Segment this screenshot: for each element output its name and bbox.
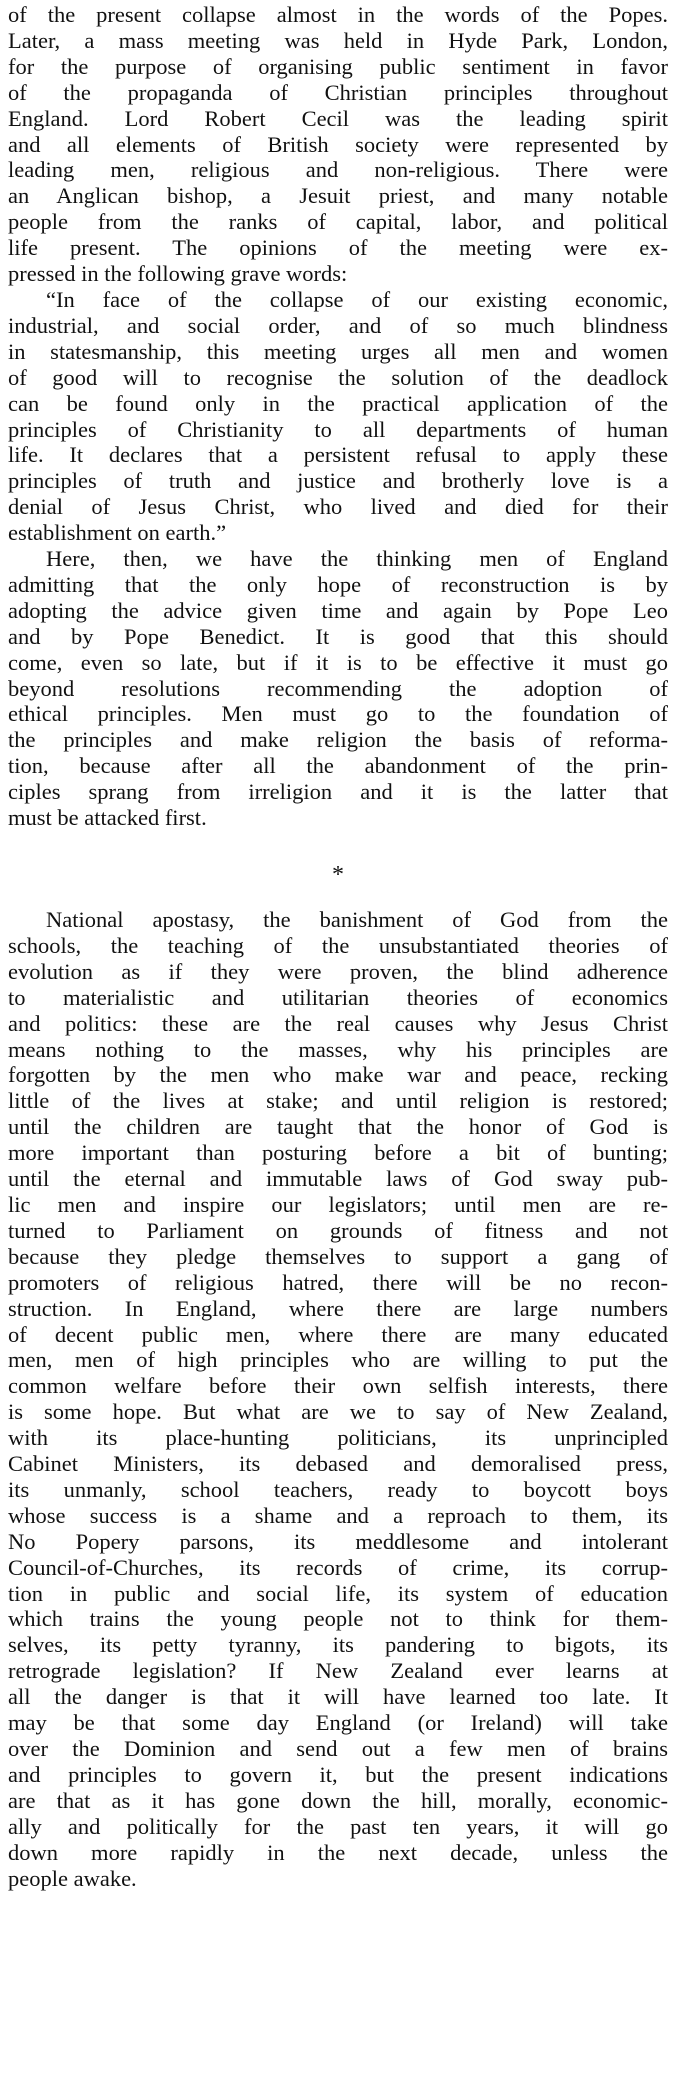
text-line: “In face of the collapse of our existing economic, — [46, 286, 668, 312]
text-line: until the eternal and immutable laws of God sway pub- — [8, 1166, 668, 1192]
text-line: principles of truth and justice and brotherly love is a — [8, 468, 668, 494]
text-line: men, men of high principles who are willing to put the — [8, 1347, 668, 1373]
text-line: admitting that the only hope of reconstruction is by — [8, 571, 668, 597]
text-line: people from the ranks of capital, labor, and political — [8, 209, 668, 235]
final-paragraph — [8, 907, 668, 1891]
text-line: and by Pope Benedict. It is good that this should — [8, 623, 668, 649]
text-line: tion, because after all the abandonment of the prin- — [8, 753, 668, 779]
text-line: more important than posturing before a bit of bunting; — [8, 1140, 668, 1166]
text-line: come, even so late, but if it is to be effective it must go — [8, 649, 668, 675]
text-line: England. Lord Robert Cecil was the leading spirit — [8, 105, 668, 131]
text-line: schools, the teaching of the unsubstantiated theories of — [8, 932, 668, 958]
text-line: tion in public and social life, its system of education — [8, 1580, 668, 1606]
text-line: ethical principles. Men must go to the foundation of — [8, 701, 668, 727]
text-line: Council-of-Churches, its records of crime, its corrup- — [8, 1554, 668, 1580]
text-line: in statesmanship, this meeting urges all men and women — [8, 338, 668, 364]
text-line: struction. In England, where there are large numbers — [8, 1295, 668, 1321]
text-line: principles of Christianity to all departments of human — [8, 416, 668, 442]
text-line: leading men, religious and non-religious. There were — [8, 157, 668, 183]
text-line: lic men and inspire our legislators; until men are re- — [8, 1191, 668, 1217]
text-line: establishment on earth.” — [8, 520, 227, 546]
text-line: of the propaganda of Christian principles throughout — [8, 79, 668, 105]
text-line: Here, then, we have the thinking men of England — [46, 546, 668, 572]
text-line: adopting the advice given time and again by Pope Leo — [8, 597, 668, 623]
text-line: National apostasy, the banishment of God from the — [46, 907, 668, 932]
text-line: people awake. — [8, 1865, 137, 1891]
text-line: until the children are taught that the honor of God is — [8, 1114, 668, 1140]
text-line: must be attacked first. — [8, 805, 207, 831]
quoted-resolution — [8, 287, 668, 546]
text-line: of good will to recognise the solution of the deadlock — [8, 364, 668, 390]
text-line: No Popery parsons, its meddlesome and intolerant — [8, 1528, 668, 1554]
text-line: common welfare before their own selfish interests, there — [8, 1373, 668, 1399]
text-line: and all elements of British society were represented by — [8, 131, 668, 157]
text-line: of the present collapse almost in the words of the Popes. — [8, 2, 668, 27]
text-line: ciples sprang from irreligion and it is the latter that — [8, 779, 668, 805]
text-line: denial of Jesus Christ, who lived and died for their — [8, 494, 668, 520]
second-paragraph — [8, 546, 668, 831]
text-line: whose success is a shame and a reproach to them, its — [8, 1502, 668, 1528]
section-separator: * — [332, 862, 344, 888]
text-line: promoters of religious hatred, there will be no recon- — [8, 1269, 668, 1295]
text-line: Cabinet Ministers, its debased and demoralised press, — [8, 1451, 668, 1477]
text-line: are that as it has gone down the hill, morally, economic- — [8, 1787, 668, 1813]
text-line: retrograde legislation? If New Zealand ever learns at — [8, 1658, 668, 1684]
text-line: life. It declares that a persistent refusal to apply these — [8, 442, 668, 468]
text-line: can be found only in the practical application of the — [8, 390, 668, 416]
text-line: industrial, and social order, and of so much blindness — [8, 312, 668, 338]
text-line: which trains the young people not to think for them- — [8, 1606, 668, 1632]
text-line: is some hope. But what are we to say of New Zealand, — [8, 1399, 668, 1425]
text-line: pressed in the following grave words: — [8, 261, 348, 287]
text-line: beyond resolutions recommending the adoption of — [8, 675, 668, 701]
text-line: little of the lives at stake; and until religion is restored; — [8, 1088, 668, 1114]
text-line: all the danger is that it will have learned too late. It — [8, 1684, 668, 1710]
text-line: and principles to govern it, but the present indications — [8, 1761, 668, 1787]
text-line: the principles and make religion the basis of reforma- — [8, 727, 668, 753]
text-line: may be that some day England (or Ireland) will take — [8, 1710, 668, 1736]
text-line: evolution as if they were proven, the blind adherence — [8, 958, 668, 984]
text-line: down more rapidly in the next decade, unless the — [8, 1839, 668, 1865]
text-line: its unmanly, school teachers, ready to boycott boys — [8, 1476, 668, 1502]
text-line: because they pledge themselves to support a gang of — [8, 1243, 668, 1269]
text-line: life present. The opinions of the meeting were ex- — [8, 235, 668, 261]
text-line: over the Dominion and send out a few men of brains — [8, 1736, 668, 1761]
text-line: ally and politically for the past ten years, it will go — [8, 1813, 668, 1839]
text-line: and politics: these are the real causes why Jesus Christ — [8, 1010, 668, 1036]
text-line: to materialistic and utilitarian theories of economics — [8, 984, 668, 1010]
text-line: turned to Parliament on grounds of fitness and not — [8, 1217, 668, 1243]
text-line: an Anglican bishop, a Jesuit priest, and many notable — [8, 183, 668, 209]
text-line: selves, its petty tyranny, its pandering to bigots, its — [8, 1632, 668, 1658]
text-line: of decent public men, where there are many educated — [8, 1321, 668, 1347]
text-line: means nothing to the masses, why his principles are — [8, 1036, 668, 1062]
opening-paragraph — [8, 2, 668, 287]
text-line: forgotten by the men who make war and peace, recking — [8, 1062, 668, 1088]
text-line: Later, a mass meeting was held in Hyde Park, London, — [8, 27, 668, 53]
text-line: with its place-hunting politicians, its unprincipled — [8, 1425, 668, 1451]
text-line: for the purpose of organising public sentiment in favor — [8, 53, 668, 79]
